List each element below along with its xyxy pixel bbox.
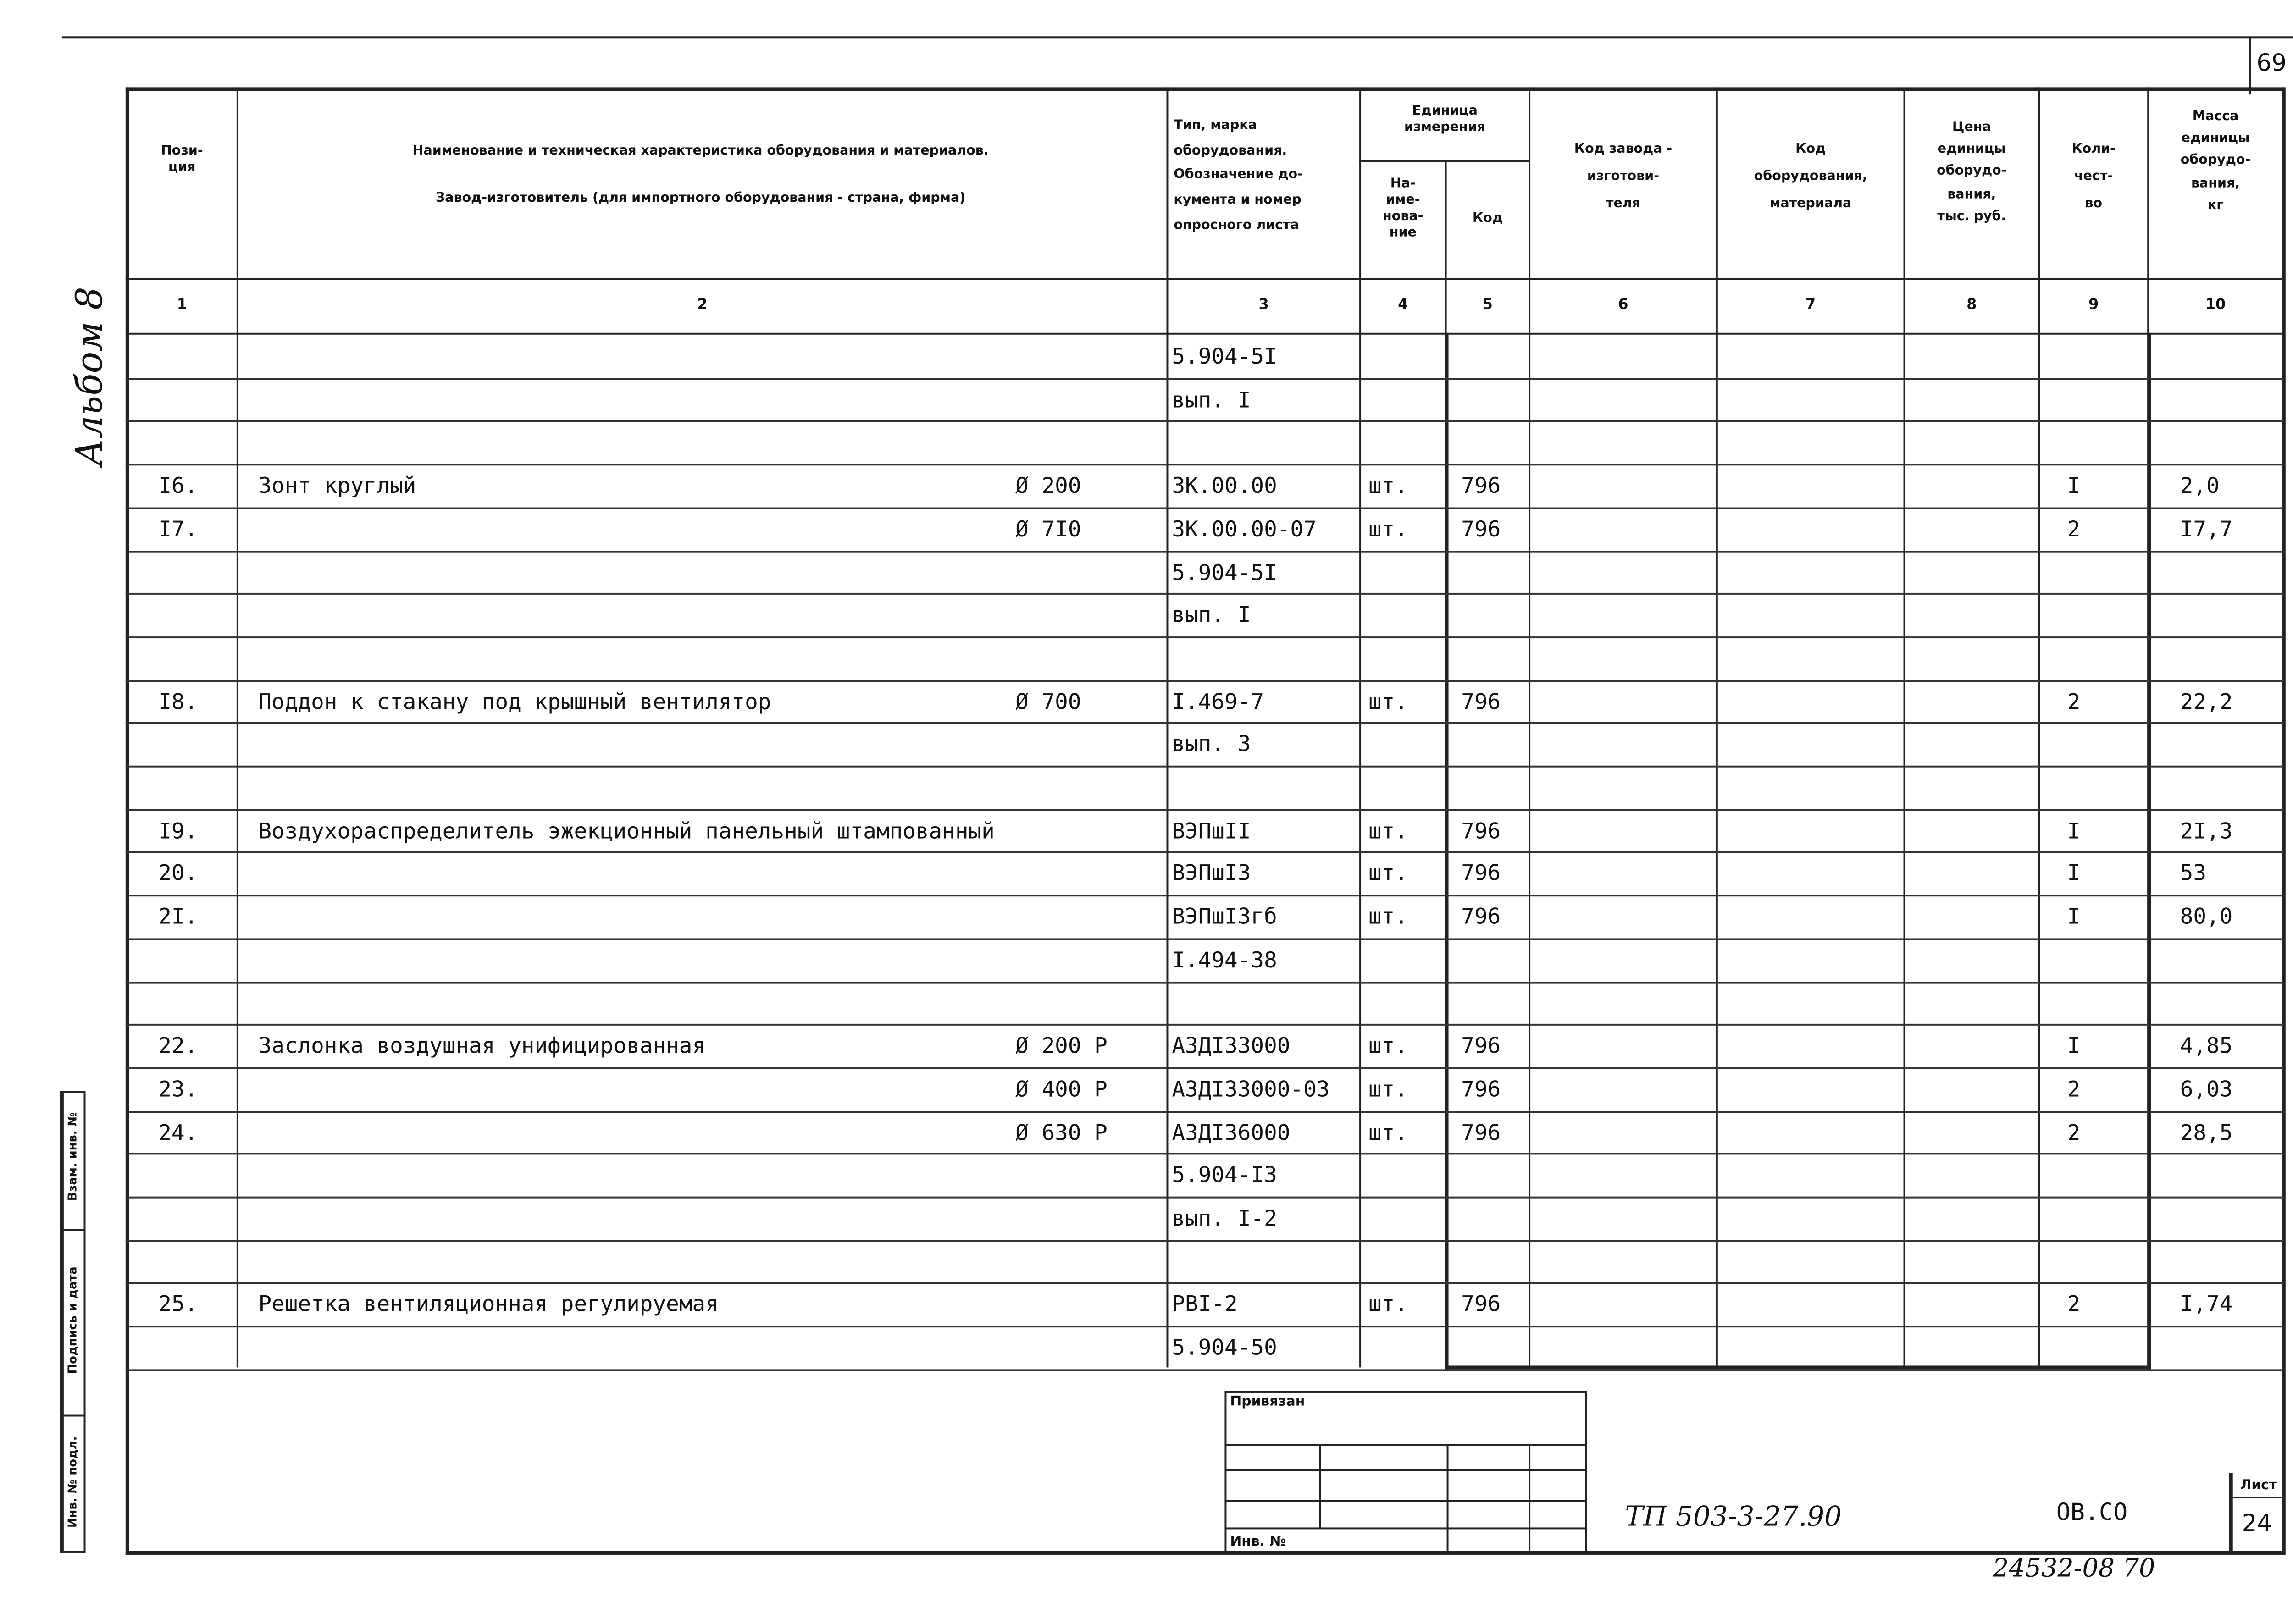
cell-quantity: 2 bbox=[2067, 688, 2081, 714]
header-price: Цена единицы оборудо- вания, тыс. руб. bbox=[1937, 118, 2007, 224]
header-unit-code: Код bbox=[1472, 209, 1503, 226]
row-divider bbox=[126, 1154, 2284, 1155]
row-divider bbox=[126, 464, 2284, 466]
cell-position: I9. bbox=[158, 818, 198, 843]
row-divider bbox=[126, 1369, 2284, 1371]
row-divider bbox=[126, 636, 2284, 638]
header-type: Тип, марка оборудования. Обозначение до- кумента и номер опросного листа bbox=[1174, 116, 1303, 232]
row-divider bbox=[126, 421, 2284, 423]
cell-type: ЗК.00.00 bbox=[1172, 473, 1277, 499]
list-number: 24 bbox=[2242, 1511, 2272, 1539]
row-divider bbox=[126, 1283, 2284, 1285]
column-number: 7 bbox=[1806, 296, 1816, 313]
cell-unit-code: 796 bbox=[1461, 1076, 1501, 1102]
row-divider bbox=[126, 1326, 2284, 1328]
cell-unit-code: 796 bbox=[1461, 1033, 1501, 1059]
row-divider bbox=[126, 723, 2284, 724]
column-number: 6 bbox=[1618, 296, 1628, 313]
cell-type: АЗДI33000 bbox=[1172, 1033, 1291, 1059]
row-divider bbox=[126, 1024, 2284, 1026]
cell-quantity: I bbox=[2067, 473, 2081, 499]
cell-unit: шт. bbox=[1368, 516, 1408, 542]
row-divider bbox=[126, 938, 2284, 940]
cell-unit: шт. bbox=[1368, 904, 1408, 929]
column-number: 3 bbox=[1258, 296, 1269, 313]
privyazan-label: Привязан bbox=[1230, 1392, 1305, 1409]
cell-unit-code: 796 bbox=[1461, 904, 1501, 929]
cell-mass: 80,0 bbox=[2180, 904, 2233, 929]
cell-type: I.494-38 bbox=[1172, 947, 1277, 973]
cell-mass: 2I,3 bbox=[2180, 818, 2233, 843]
stamp-signature-date: Подпись и дата bbox=[65, 1266, 80, 1374]
row-divider bbox=[126, 895, 2284, 897]
stamp-replaced-inv: Взам. инв. № bbox=[65, 1112, 80, 1201]
cell-position: 23. bbox=[158, 1076, 198, 1102]
cell-type: АЗДI33000-03 bbox=[1172, 1076, 1330, 1102]
cell-unit-code: 796 bbox=[1461, 688, 1501, 714]
cell-unit: шт. bbox=[1368, 688, 1408, 714]
cell-quantity: I bbox=[2067, 818, 2081, 843]
cell-mass: 6,03 bbox=[2180, 1076, 2233, 1102]
cell-quantity: 2 bbox=[2067, 1076, 2081, 1102]
cell-mass: 4,85 bbox=[2180, 1033, 2233, 1059]
cell-mass: 53 bbox=[2180, 861, 2207, 886]
cell-type: вып. 3 bbox=[1172, 731, 1251, 757]
column-number: 5 bbox=[1482, 296, 1493, 313]
cell-size: Ø 700 bbox=[1015, 688, 1081, 714]
row-divider bbox=[126, 1197, 2284, 1199]
row-divider bbox=[126, 378, 2284, 380]
cell-name: Зонт круглый bbox=[258, 473, 416, 499]
cell-quantity: 2 bbox=[2067, 1119, 2081, 1145]
cell-type: 5.904-I3 bbox=[1172, 1162, 1277, 1188]
cell-quantity: 2 bbox=[2067, 1292, 2081, 1317]
cell-unit: шт. bbox=[1368, 473, 1408, 499]
cell-unit-code: 796 bbox=[1461, 473, 1501, 499]
row-divider bbox=[126, 507, 2284, 509]
cell-quantity: I bbox=[2067, 904, 2081, 929]
cell-unit-code: 796 bbox=[1461, 861, 1501, 886]
cell-type: АЗДI36000 bbox=[1172, 1119, 1291, 1145]
cell-unit: шт. bbox=[1368, 1292, 1408, 1317]
header-unit-name: На- име- нова- ние bbox=[1383, 174, 1423, 240]
cell-size: Ø 7I0 bbox=[1015, 516, 1081, 542]
cell-type: вып. I bbox=[1172, 602, 1251, 628]
header-factory-code: Код завода - изготови- теля bbox=[1574, 140, 1673, 212]
column-number: 8 bbox=[1966, 296, 1977, 313]
inv-no-label: Инв. № bbox=[1230, 1533, 1286, 1550]
row-divider bbox=[126, 852, 2284, 854]
cell-size: Ø 630 Р bbox=[1015, 1119, 1108, 1145]
cell-unit: шт. bbox=[1368, 1119, 1408, 1145]
cell-quantity: I bbox=[2067, 1033, 2081, 1059]
row-divider bbox=[126, 1067, 2284, 1069]
column-number: 2 bbox=[697, 296, 708, 313]
cell-name: Заслонка воздушная унифицированная bbox=[258, 1033, 706, 1059]
cell-size: Ø 200 Р bbox=[1015, 1033, 1108, 1059]
cell-size: Ø 200 bbox=[1015, 473, 1081, 499]
row-divider bbox=[126, 1240, 2284, 1242]
footer-number: 24532-08 70 bbox=[1992, 1554, 2155, 1584]
cell-mass: 2,0 bbox=[2180, 473, 2220, 499]
cell-unit: шт. bbox=[1368, 1076, 1408, 1102]
cell-name: Поддон к стакану под крышный вентилятор bbox=[258, 688, 771, 714]
cell-type: ВЭПшI3 bbox=[1172, 861, 1251, 886]
row-divider bbox=[126, 766, 2284, 768]
cell-position: 2I. bbox=[158, 904, 198, 929]
header-equipment-code: Код оборудования, материала bbox=[1754, 140, 1867, 212]
cell-unit-code: 796 bbox=[1461, 1292, 1501, 1317]
row-divider bbox=[126, 679, 2284, 681]
stamp-inv-original: Инв. № подл. bbox=[65, 1436, 80, 1528]
row-divider bbox=[126, 593, 2284, 595]
cell-mass: 22,2 bbox=[2180, 688, 2233, 714]
cell-position: I8. bbox=[158, 688, 198, 714]
column-number: 9 bbox=[2088, 296, 2099, 313]
cell-type: РВI-2 bbox=[1172, 1292, 1238, 1317]
header-manufacturer: Завод-изготовитель (для импортного оборудования - страна, фирма) bbox=[436, 189, 966, 206]
cell-unit-code: 796 bbox=[1461, 516, 1501, 542]
row-divider bbox=[126, 809, 2284, 811]
cell-unit: шт. bbox=[1368, 1033, 1408, 1059]
column-number: 4 bbox=[1398, 296, 1408, 313]
cell-type: 5.904-5I bbox=[1172, 343, 1277, 370]
header-unit-group: Единица измерения bbox=[1404, 102, 1486, 135]
cell-position: I6. bbox=[158, 473, 198, 499]
cell-mass: I,74 bbox=[2180, 1292, 2233, 1317]
cell-mass: 28,5 bbox=[2180, 1119, 2233, 1145]
header-mass: Масса единицы оборудо- вания, кг bbox=[2180, 107, 2251, 213]
cell-name: Воздухораспределитель эжекционный панельный штампованный bbox=[258, 818, 995, 843]
cell-unit: шт. bbox=[1368, 818, 1408, 843]
cell-type: ЗК.00.00-07 bbox=[1172, 516, 1317, 542]
cell-quantity: I bbox=[2067, 861, 2081, 886]
column-number: 10 bbox=[2205, 296, 2226, 313]
cell-size: Ø 400 Р bbox=[1015, 1076, 1108, 1102]
list-label: Лист bbox=[2240, 1476, 2277, 1493]
cell-type: вып. I-2 bbox=[1172, 1205, 1277, 1231]
column-number: 1 bbox=[177, 296, 187, 313]
header-position: Пози- ция bbox=[161, 142, 203, 176]
cell-type: ВЭПшII bbox=[1172, 818, 1251, 843]
cell-type: I.469-7 bbox=[1172, 688, 1264, 714]
page-number: 69 bbox=[2256, 51, 2287, 78]
cell-unit-code: 796 bbox=[1461, 818, 1501, 843]
cell-type: ВЭПшI3гб bbox=[1172, 904, 1277, 929]
document-designation: ТП 503-3-27.90 bbox=[1625, 1500, 1842, 1533]
row-divider bbox=[126, 981, 2284, 983]
cell-name: Решетка вентиляционная регулируемая bbox=[258, 1292, 719, 1317]
cell-unit: шт. bbox=[1368, 861, 1408, 886]
cell-position: 24. bbox=[158, 1119, 198, 1145]
cell-type: 5.904-50 bbox=[1172, 1335, 1277, 1360]
row-divider bbox=[126, 1110, 2284, 1112]
row-divider bbox=[126, 550, 2284, 552]
cell-mass: I7,7 bbox=[2180, 516, 2233, 542]
cell-unit-code: 796 bbox=[1461, 1119, 1501, 1145]
cell-position: I7. bbox=[158, 516, 198, 542]
cell-position: 20. bbox=[158, 861, 198, 886]
cell-quantity: 2 bbox=[2067, 516, 2081, 542]
header-name: Наименование и техническая характеристика оборудования и материалов. bbox=[412, 142, 989, 159]
cell-type: 5.904-5I bbox=[1172, 559, 1277, 585]
cell-type: вып. I bbox=[1172, 387, 1251, 413]
album-label: Альбом 8 bbox=[67, 287, 111, 466]
header-quantity: Коли- чест- во bbox=[2071, 140, 2116, 212]
cell-position: 22. bbox=[158, 1033, 198, 1059]
cell-position: 25. bbox=[158, 1292, 198, 1317]
document-code: ОВ.СО bbox=[2056, 1500, 2128, 1528]
